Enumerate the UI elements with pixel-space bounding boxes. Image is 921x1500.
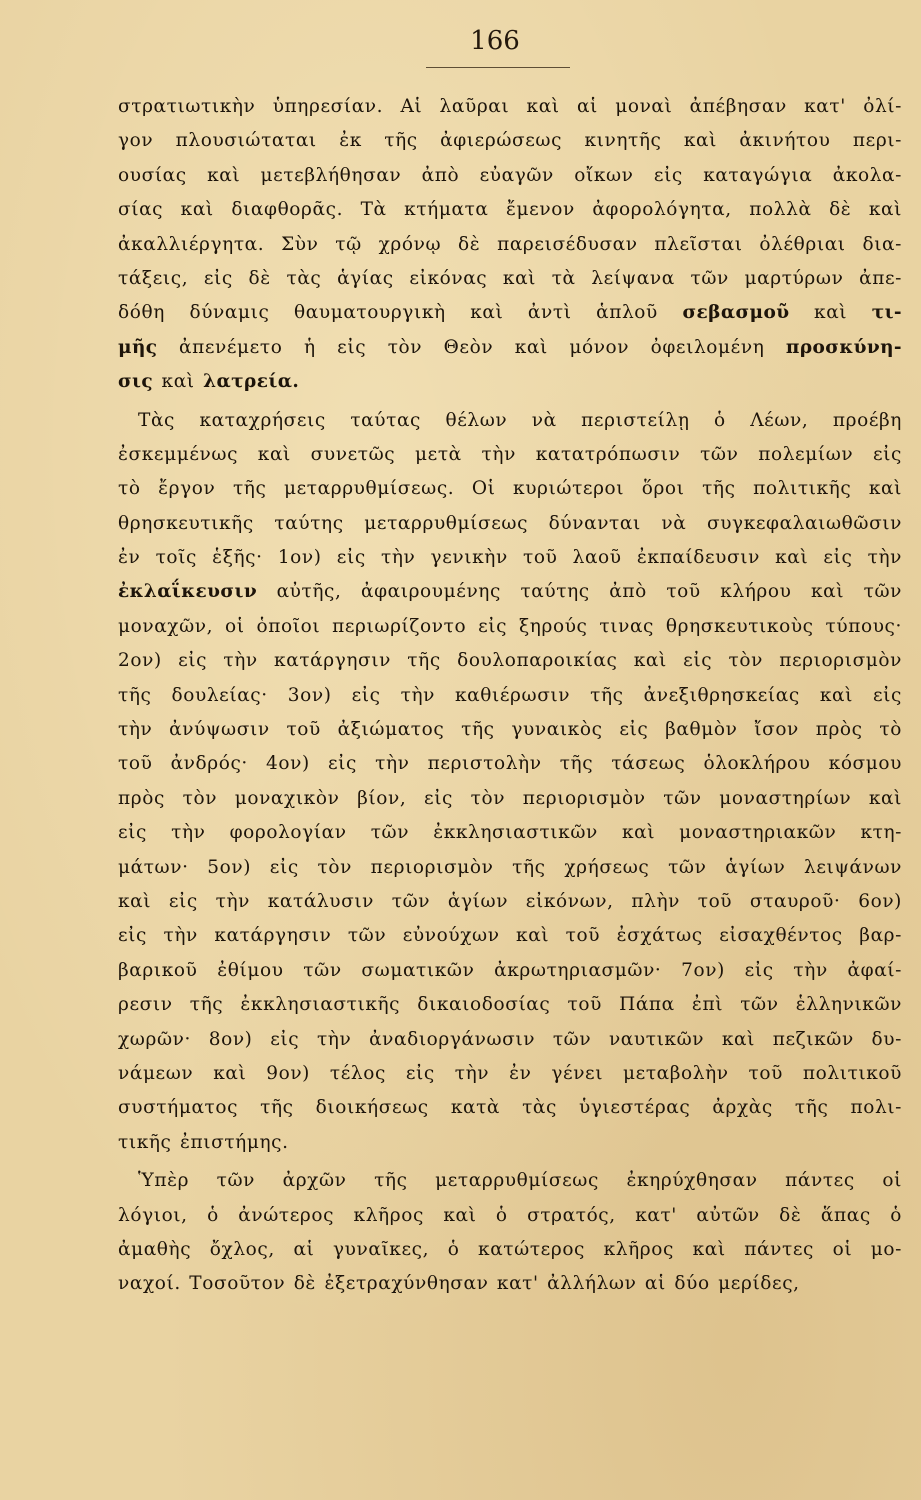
text-line <box>118 1233 902 1267</box>
text-line <box>118 1091 902 1125</box>
text-line <box>118 159 902 193</box>
text-line <box>118 1023 902 1057</box>
emphasized-term: σις <box>118 371 154 393</box>
text-run: βαρικοῦ ἐθίμου τῶν σωματικῶν ἀκρωτηριασμῶν· 7ον) εἰς τὴν ἀφαί- <box>118 959 902 981</box>
text-line <box>118 228 902 262</box>
text-run: νάμεων καὶ 9ον) τέλος εἰς τὴν ἐν γένει μεταβολὴν τοῦ πολιτικοῦ <box>118 1062 902 1084</box>
paragraph <box>118 90 902 400</box>
text-line <box>118 885 902 919</box>
text-line <box>118 193 902 227</box>
text-run: ἀπενέμετο ἡ εἰς τὸν Θεὸν καὶ μόνον ὀφειλομένη <box>157 336 786 358</box>
text-line <box>118 507 902 541</box>
text-run: εἰς τὴν κατάργησιν τῶν εὐνούχων καὶ τοῦ ἐσχάτως εἰσαχθέντος βαρ- <box>118 925 902 947</box>
text-run: μοναχῶν, οἱ ὁποῖοι περιωρίζοντο εἰς ξηρούς τινας θρησκευτικοὺς τύπους· <box>118 615 902 637</box>
text-run: ρεσιν τῆς ἐκκλησιαστικῆς δικαιοδοσίας τοῦ Πάπα ἐπὶ τῶν ἑλληνικῶν <box>118 994 902 1016</box>
text-line <box>118 644 902 678</box>
text-line <box>118 1199 902 1233</box>
text-run: Τὰς καταχρήσεις ταύτας θέλων νὰ περιστείλῃ ὁ Λέων, προέβη <box>138 409 902 431</box>
text-run: γον πλουσιώταται ἐκ τῆς ἀφιερώσεως κινητῆς καὶ ἀκινήτου περι- <box>118 130 902 152</box>
text-line <box>118 90 902 124</box>
text-line <box>118 610 902 644</box>
emphasized-term: λατρεία. <box>203 371 300 393</box>
text-run: εἰς τὴν φορολογίαν τῶν ἐκκλησιαστικῶν καὶ μοναστηριακῶν κτη- <box>118 822 902 844</box>
text-line <box>118 1057 902 1091</box>
text-line <box>118 747 902 781</box>
text-run: δόθη δύναμις θαυματουργικὴ καὶ ἀντὶ ἁπλοῦ <box>118 302 683 324</box>
text-run: Ὑπὲρ τῶν ἀρχῶν τῆς μεταρρυθμίσεως ἐκηρύχθησαν πάντες οἱ <box>138 1170 902 1192</box>
emphasized-term: τι- <box>871 302 902 324</box>
text-run: 2ον) εἰς τὴν κατάργησιν τῆς δουλοπαροικίας καὶ εἰς τὸν περιορισμὸν <box>118 650 902 672</box>
text-run: λόγιοι, ὁ ἀνώτερος κλῆρος καὶ ὁ στρατός, κατ' αὐτῶν δὲ ἅπας ὁ <box>118 1204 902 1226</box>
text-line <box>118 1267 902 1301</box>
text-run: τάξεις, εἰς δὲ τὰς ἁγίας εἰκόνας καὶ τὰ λείψανα τῶν μαρτύρων ἀπε- <box>118 267 902 289</box>
text-run: καὶ <box>789 302 872 324</box>
emphasized-term: μῆς <box>118 336 158 358</box>
text-run: θρησκευτικῆς ταύτης μεταρρυθμίσεως δύνανται νὰ συγκεφαλαιωθῶσιν <box>118 512 902 534</box>
paragraph <box>118 404 902 1161</box>
page-number: 166 <box>470 26 520 56</box>
text-run: καὶ <box>153 371 204 393</box>
text-run: τὴν ἀνύψωσιν τοῦ ἀξιώματος τῆς γυναικὸς εἰς βαθμὸν ἴσον πρὸς τὸ <box>118 719 902 741</box>
text-line <box>118 438 902 472</box>
text-run: τικῆς ἐπιστήμης. <box>118 1131 289 1153</box>
text-line <box>118 782 902 816</box>
text-line <box>118 679 902 713</box>
text-run: σίας καὶ διαφθορᾶς. Τὰ κτήματα ἔμενον ἀφορολόγητα, πολλὰ δὲ καὶ <box>118 199 902 221</box>
page-number-rule <box>426 67 570 68</box>
text-run: αὐτῆς, ἀφαιρουμένης ταύτης ἀπὸ τοῦ κλήρου καὶ τῶν <box>257 581 902 603</box>
text-line <box>118 124 902 158</box>
text-line <box>118 296 902 330</box>
text-line <box>118 954 902 988</box>
text-run: τὸ ἔργον τῆς μεταρρυθμίσεως. Οἱ κυριώτεροι ὅροι τῆς πολιτικῆς καὶ <box>118 478 902 500</box>
paragraph <box>118 1164 902 1302</box>
text-run: ἐν τοῖς ἑξῆς· 1ον) εἰς τὴν γενικὴν τοῦ λαοῦ ἐκπαίδευσιν καὶ εἰς τὴν <box>118 547 902 569</box>
text-run: ναχοί. Τοσοῦτον δὲ ἐξετραχύνθησαν κατ' ἀλλήλων αἱ δύο μερίδες, <box>118 1273 800 1295</box>
text-run: ἐσκεμμένως καὶ συνετῶς μετὰ τὴν κατατρόπωσιν τῶν πολεμίων εἰς <box>118 443 902 465</box>
text-line <box>118 851 902 885</box>
text-run: τοῦ ἀνδρός· 4ον) εἰς τὴν περιστολὴν τῆς τάσεως ὁλοκλήρου κόσμου <box>118 753 902 775</box>
text-line <box>118 575 902 609</box>
text-run: τῆς δουλείας· 3ον) εἰς τὴν καθιέρωσιν τῆς ἀνεξιθρησκείας καὶ εἰς <box>118 684 902 706</box>
text-line <box>118 331 902 365</box>
text-run: καὶ εἰς τὴν κατάλυσιν τῶν ἁγίων εἰκόνων, πλὴν τοῦ σταυροῦ· 6ον) <box>118 890 902 912</box>
text-run: ουσίας καὶ μετεβλήθησαν ἀπὸ εὐαγῶν οἴκων εἰς καταγώγια ἀκολα- <box>118 164 902 186</box>
emphasized-term: προσκύνη- <box>785 336 902 358</box>
text-line <box>118 541 902 575</box>
text-line <box>118 713 902 747</box>
text-line <box>118 472 902 506</box>
text-run: στρατιωτικὴν ὑπηρεσίαν. Αἱ λαῦραι καὶ αἱ μοναὶ ἀπέβησαν κατ' ὀλί- <box>118 96 902 117</box>
text-line <box>118 404 902 438</box>
text-run: χωρῶν· 8ον) εἰς τὴν ἀναδιοργάνωσιν τῶν ναυτικῶν καὶ πεζικῶν δυ- <box>118 1028 902 1050</box>
text-line <box>118 1164 902 1198</box>
text-run: μάτων· 5ον) εἰς τὸν περιορισμὸν τῆς χρήσεως τῶν ἁγίων λειψάνων <box>118 856 902 878</box>
emphasized-term: σεβασμοῦ <box>682 302 790 324</box>
text-run: ἀκαλλιέργητα. Σὺν τῷ χρόνῳ δὲ παρεισέδυσαν πλεῖσται ὀλέθριαι δια- <box>118 233 902 255</box>
body-text <box>118 90 902 1302</box>
text-line <box>118 919 902 953</box>
text-line <box>118 365 902 399</box>
text-line <box>118 988 902 1022</box>
text-line <box>118 816 902 850</box>
text-run: ἀμαθὴς ὄχλος, αἱ γυναῖκες, ὁ κατώτερος κλῆρος καὶ πάντες οἱ μο- <box>118 1238 902 1260</box>
text-run: συστήματος τῆς διοικήσεως κατὰ τὰς ὑγιεστέρας ἀρχὰς τῆς πολι- <box>118 1097 902 1119</box>
emphasized-term: ἐκλαΐκευσιν <box>118 581 258 603</box>
text-line <box>118 1126 902 1160</box>
text-run: πρὸς τὸν μοναχικὸν βίον, εἰς τὸν περιορισμὸν τῶν μοναστηρίων καὶ <box>118 787 902 809</box>
text-line <box>118 262 902 296</box>
